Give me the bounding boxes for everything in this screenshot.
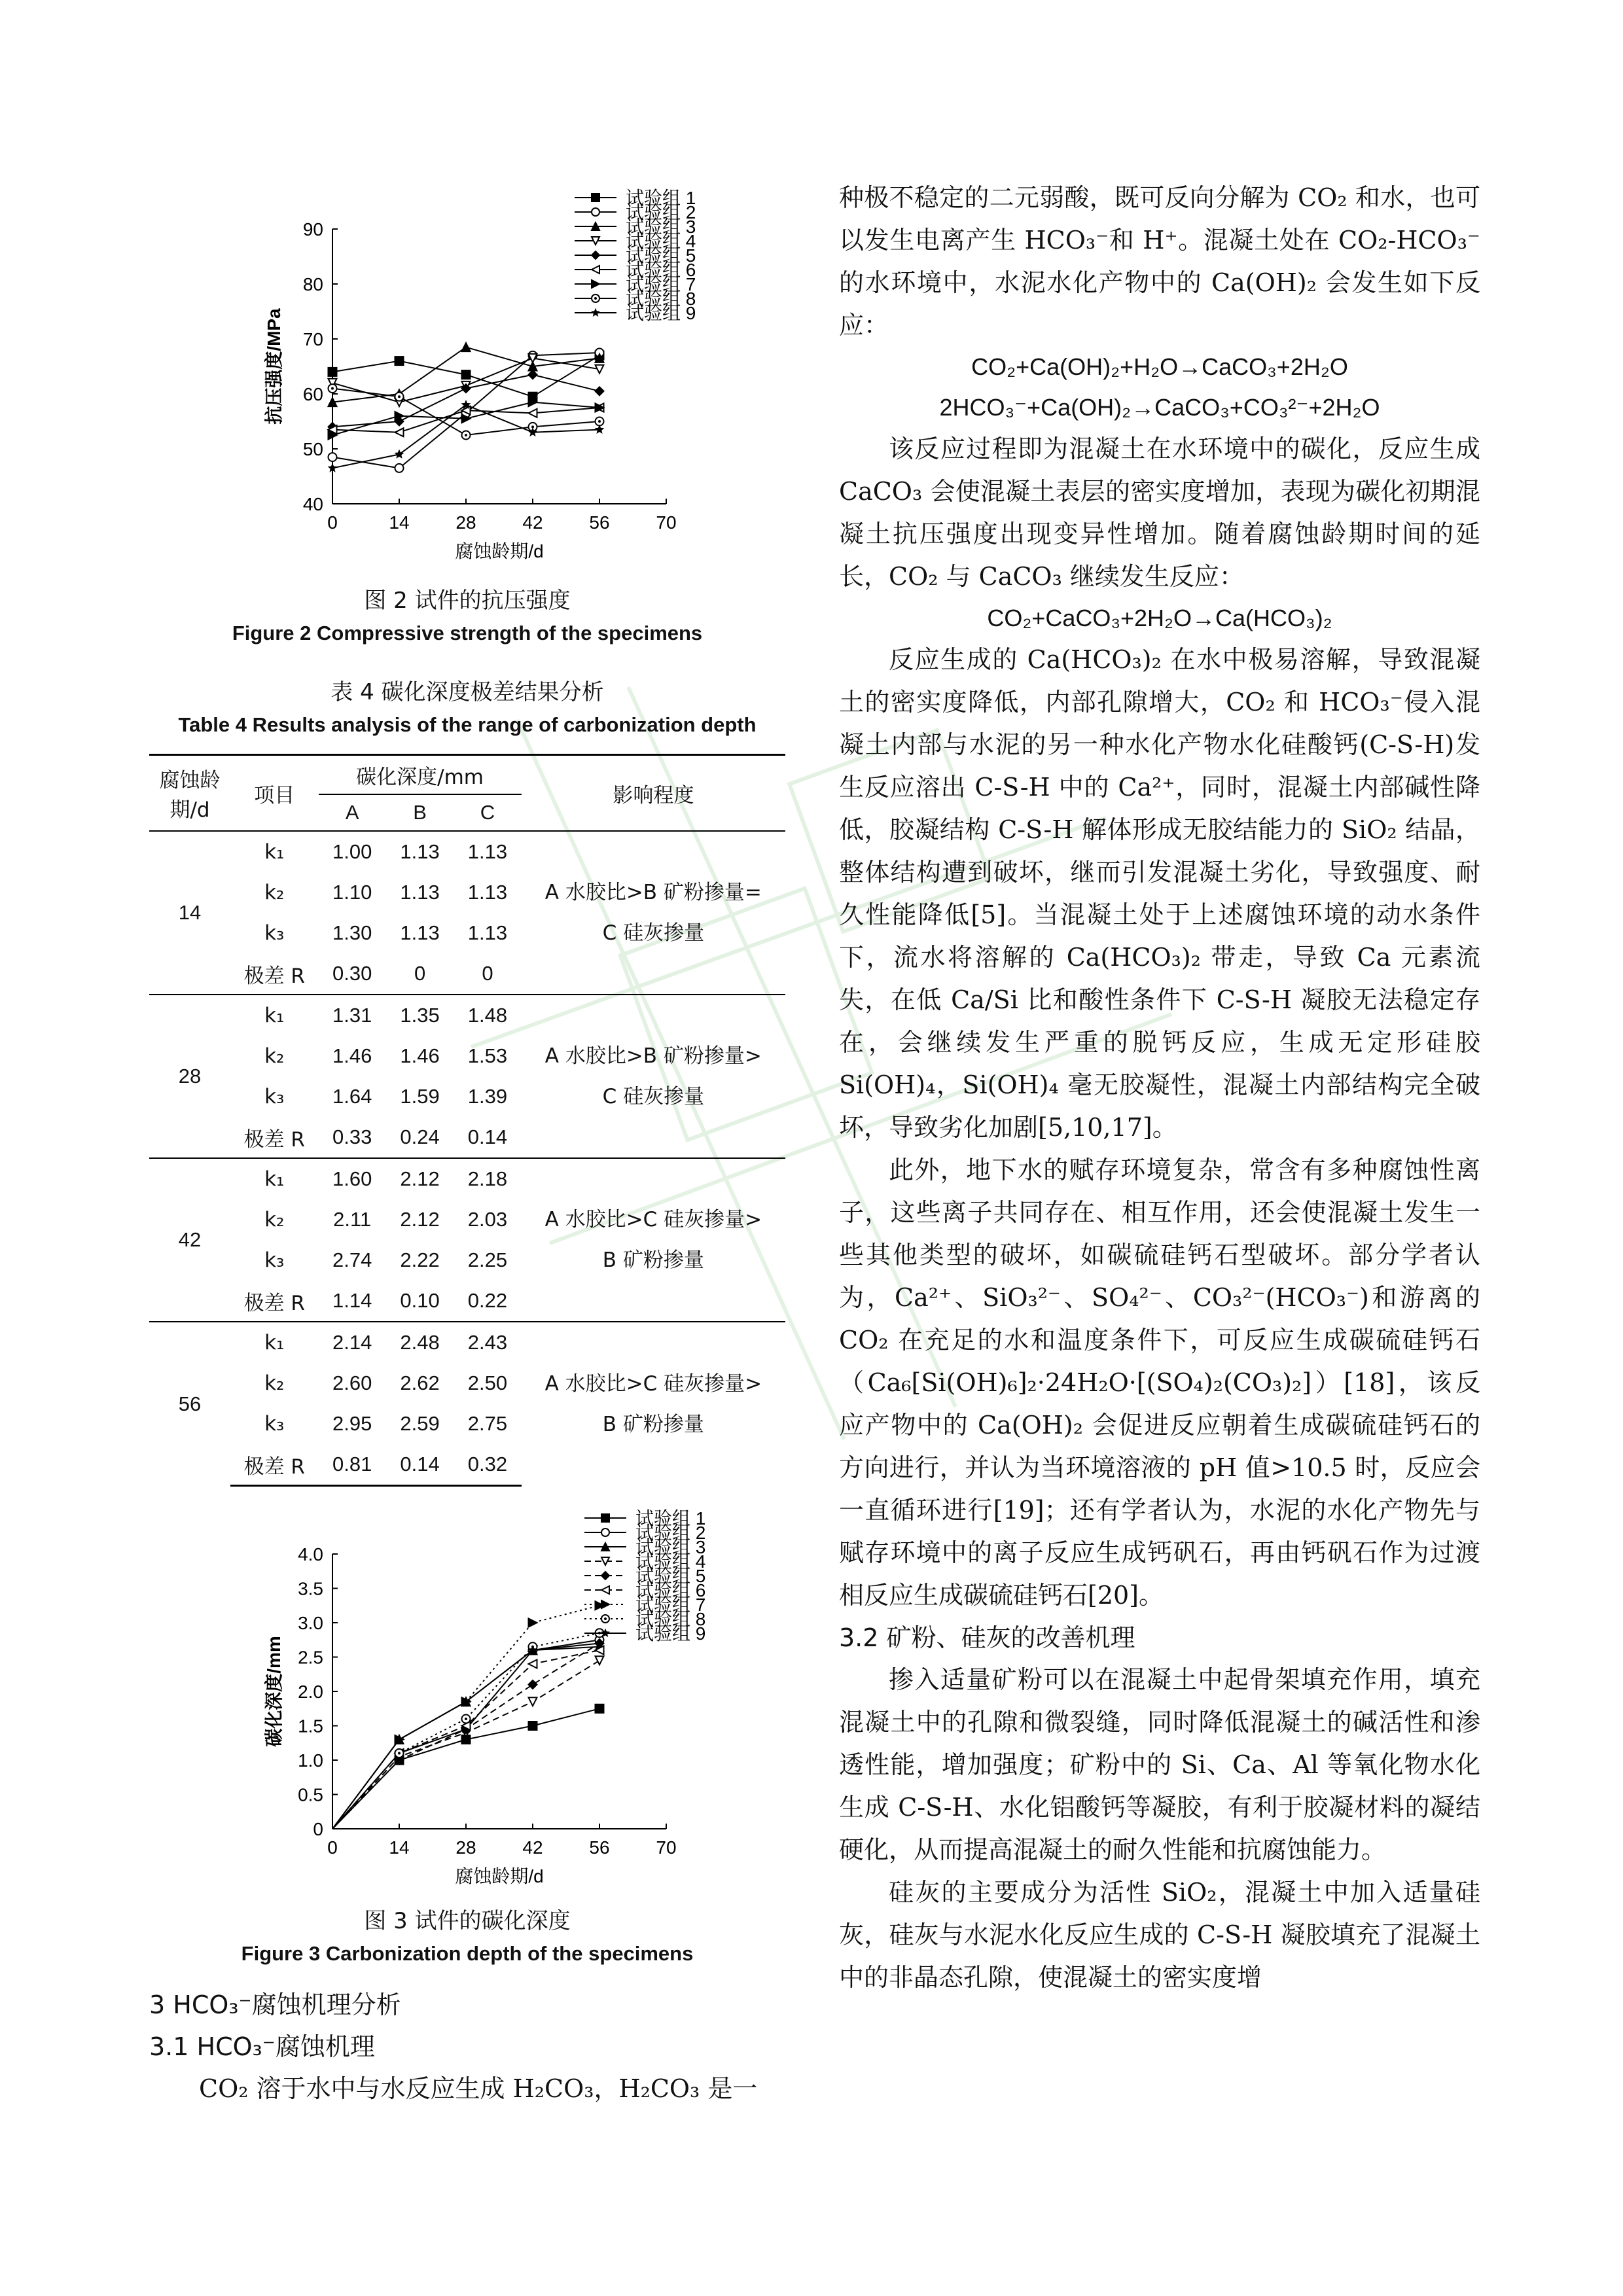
legend-label: 试验组 3 xyxy=(635,1537,706,1557)
data-point-dot xyxy=(465,1718,467,1720)
legend-marker xyxy=(592,194,599,202)
cell-c: 2.43 xyxy=(454,1322,521,1363)
cell-a: 1.60 xyxy=(319,1158,386,1199)
y-tick-label: 0.5 xyxy=(298,1784,323,1805)
cell-age: 14 xyxy=(178,901,202,924)
y-tick-label: 3.0 xyxy=(298,1613,323,1633)
cell-b: 0.10 xyxy=(400,1289,440,1312)
cell-a: 1.30 xyxy=(332,921,372,944)
equation-3: CO₂+CaCO₃+2H₂O→Ca(HCO₃)₂ xyxy=(987,605,1332,631)
col-depth: 碳化深度/mm xyxy=(319,755,522,795)
data-point xyxy=(529,1619,537,1627)
y-tick-label: 80 xyxy=(302,274,323,294)
legend-label: 试验组 7 xyxy=(635,1595,706,1615)
data-point xyxy=(596,1704,604,1713)
cell-influence xyxy=(522,1322,785,1486)
data-point-dot xyxy=(465,434,467,436)
cell-a: 0.33 xyxy=(332,1125,372,1148)
paragraph-1: 种极不稳定的二元弱酸，既可反向分解为 CO₂ 和水，也可以发生电离产生 HCO₃⁻和 H⁺。混凝土处在 CO₂-HCO₃⁻的水环境中，水泥水化产物中的 Ca(OH)₂ 会发生如下反应： xyxy=(839,183,1480,340)
legend-marker xyxy=(601,1514,609,1522)
data-point xyxy=(596,387,604,395)
table-row xyxy=(149,831,785,872)
legend-label: 试验组 6 xyxy=(635,1580,706,1600)
cell-c: 0 xyxy=(482,962,493,985)
legend-marker-dot xyxy=(604,1617,607,1620)
data-point xyxy=(596,1656,604,1665)
cell-item: k₂ xyxy=(264,1044,285,1068)
data-point xyxy=(462,384,471,393)
cell-b: 2.59 xyxy=(400,1412,440,1435)
cell-b: 0 xyxy=(414,962,426,985)
data-point xyxy=(462,343,471,351)
cell-item: k₃ xyxy=(264,921,285,945)
cell-item: 极差 R xyxy=(243,964,305,988)
cell-b: 0.14 xyxy=(386,1444,454,1486)
legend-label: 试验组 8 xyxy=(626,289,696,309)
cell-item: k₁ xyxy=(230,995,318,1036)
cell-c: 1.39 xyxy=(467,1085,508,1108)
cell-a: 2.74 xyxy=(332,1248,372,1271)
cell-a: 0.30 xyxy=(332,962,372,985)
y-tick-label: 60 xyxy=(302,384,323,404)
data-point xyxy=(462,370,471,379)
cell-c: 0.22 xyxy=(467,1289,508,1312)
legend-label: 试验组 8 xyxy=(635,1609,706,1629)
influence-line-1: A 水胶比>B 矿粉掺量> xyxy=(544,1044,762,1068)
figure-3-caption-cn: 图 3 试件的碳化深度 xyxy=(364,1908,571,1934)
y-tick-label: 40 xyxy=(302,494,323,514)
data-point xyxy=(529,1660,537,1669)
x-tick-label: 0 xyxy=(327,512,338,533)
cell-a: 2.14 xyxy=(319,1322,386,1363)
cell-a: 2.95 xyxy=(332,1412,372,1435)
figure-2-chart xyxy=(228,177,804,586)
legend xyxy=(584,1508,705,1644)
series-4 xyxy=(329,354,604,406)
y-tick-label: 50 xyxy=(302,439,323,459)
cell-b: 1.13 xyxy=(400,840,440,863)
table-row xyxy=(149,995,785,1036)
cell-c: 1.13 xyxy=(467,921,508,944)
table-4-title-en: Table 4 Results analysis of the range of carbonization depth xyxy=(178,713,757,736)
cell-c: 1.13 xyxy=(467,840,508,863)
legend-label: 试验组 7 xyxy=(626,274,696,294)
series-line xyxy=(332,1661,599,1829)
legend-label: 试验组 2 xyxy=(635,1523,706,1543)
legend-label: 试验组 1 xyxy=(635,1508,706,1528)
x-tick-label: 0 xyxy=(327,1837,338,1858)
figure-3-caption-en: Figure 3 Carbonization depth of the specimens xyxy=(241,1942,694,1965)
cell-b: 1.59 xyxy=(400,1085,440,1108)
cell-a: 1.31 xyxy=(319,995,386,1036)
cell-item: k₁ xyxy=(230,1158,318,1199)
table-row xyxy=(149,1322,785,1363)
legend-marker xyxy=(601,1572,609,1580)
data-point xyxy=(529,1697,537,1706)
legend-marker xyxy=(601,1586,609,1594)
cell-a: 1.14 xyxy=(332,1289,372,1312)
cell-item: 极差 R xyxy=(243,1291,305,1315)
legend-label: 试验组 4 xyxy=(626,231,696,251)
cell-age: 56 xyxy=(149,1322,230,1486)
col-a: A xyxy=(345,801,359,824)
paragraph-4: 此外，地下水的赋存环境复杂，常含有多种腐蚀性离子，这些离子共同存在、相互作用，还会使混凝土发生一些其他类型的破坏，如碳硫硅钙石型破坏。部分学者认为，Ca²⁺、SiO₃²⁻、SO₄²⁻、CO₃²⁻(HCO₃⁻)和游离的 CO₂ 在充足的水和温度条件下，可反应生成碳硫硅钙石（Ca₆[Si(OH)₆]₂·24H₂O·[(SO₄)₂(CO₃)₂]）[18]，该反应产物中的 Ca(OH)₂ 会促进反应朝着生成碳硫硅钙石的方向进行，并认为当环境溶液的 pH 值>10.5 时，反应会一直循环进行[19]；还有学者认为，水泥的水化产物先与赋存环境中的离子反应生成钙矾石，再由钙矾石作为过渡相反应生成碳硫硅钙石[20]。 xyxy=(839,1156,1480,1610)
cell-item: 极差 R xyxy=(243,1127,305,1152)
influence-line-2: C 硅灰掺量 xyxy=(602,921,705,945)
legend-label: 试验组 9 xyxy=(626,303,696,323)
col-c: C xyxy=(480,801,495,824)
cell-item: k₂ xyxy=(264,1208,285,1231)
cell-a: 0.81 xyxy=(319,1444,386,1486)
right-column xyxy=(839,177,1480,1999)
x-tick-label: 14 xyxy=(389,1837,410,1858)
influence-line-2: B 矿粉掺量 xyxy=(602,1248,704,1272)
y-tick-label: 3.5 xyxy=(298,1578,323,1599)
cell-item: k₂ xyxy=(264,881,285,904)
data-point xyxy=(329,368,337,376)
cell-c: 1.13 xyxy=(467,881,508,904)
equation-1: CO₂+Ca(OH)₂+H₂O→CaCO₃+2H₂O xyxy=(971,353,1348,380)
data-point xyxy=(329,453,337,461)
y-tick-label: 2.0 xyxy=(298,1682,323,1702)
legend-label: 试验组 5 xyxy=(635,1566,706,1586)
paragraph-6: 硅灰的主要成分为活性 SiO₂，混凝土中加入适量硅灰，硅灰与水泥水化反应生成的 C-S-H 凝胶填充了混凝土中的非晶态孔隙，使混凝土的密实度增 xyxy=(839,1878,1480,1992)
data-point xyxy=(529,409,537,417)
cell-item: k₁ xyxy=(264,840,285,864)
equation-2: 2HCO₃⁻+Ca(OH)₂→CaCO₃+CO₃²⁻+2H₂O xyxy=(939,394,1380,421)
cell-item: k₃ xyxy=(264,1248,285,1272)
legend-marker xyxy=(601,1528,609,1536)
x-tick-label: 56 xyxy=(589,512,610,533)
data-point xyxy=(395,450,403,458)
cell-age: 28 xyxy=(149,995,230,1158)
y-tick-label: 0 xyxy=(313,1819,323,1839)
y-tick-label: 70 xyxy=(302,329,323,349)
x-tick-label: 28 xyxy=(455,1837,476,1858)
legend-label: 试验组 2 xyxy=(626,202,696,222)
data-point-dot xyxy=(598,420,601,423)
data-point-dot xyxy=(398,395,401,398)
legend-label: 试验组 1 xyxy=(626,188,696,208)
x-tick-label: 42 xyxy=(522,512,543,533)
cell-c: 2.75 xyxy=(467,1412,508,1435)
y-tick-label: 1.0 xyxy=(298,1750,323,1771)
y-tick-label: 2.5 xyxy=(298,1647,323,1668)
col-age: 腐蚀龄期/d xyxy=(159,769,221,822)
cell-c: 0.14 xyxy=(467,1125,508,1148)
data-point xyxy=(529,1680,537,1689)
paragraph-5: 掺入适量矿粉可以在混凝土中起骨架填充作用，填充混凝土中的孔隙和微裂缝，同时降低混凝土的碱活性和渗透性能，增加强度；矿粉中的 Si、Ca、Al 等氧化物水化生成 C-S-H、水化铝酸钙等凝胶，有利于胶凝材料的凝结硬化，从而提高混凝土的耐久性能和抗腐蚀能力。 xyxy=(839,1665,1480,1864)
cell-b: 2.62 xyxy=(400,1371,440,1394)
cell-item: k₁ xyxy=(230,1322,318,1363)
paragraph-2: 该反应过程即为混凝土在水环境中的碳化，反应生成 CaCO₃ 会使混凝土表层的密实度增加，表现为碳化初期混凝土抗压强度出现变异性增加。随着腐蚀龄期时间的延长，CO₂ 与 CaCO₃ 继续发生反应： xyxy=(839,434,1480,591)
y-tick-label: 1.5 xyxy=(298,1716,323,1737)
legend-marker xyxy=(592,208,599,216)
cell-item: k₃ xyxy=(264,1085,285,1108)
cell-c: 1.53 xyxy=(467,1044,508,1067)
section-3-heading: 3 HCO₃⁻腐蚀机理分析 xyxy=(149,1990,401,2019)
cell-b: 1.46 xyxy=(400,1044,440,1067)
legend-label: 试验组 9 xyxy=(635,1623,706,1644)
cell-a: 1.10 xyxy=(332,881,372,904)
legend-label: 试验组 5 xyxy=(626,245,696,266)
y-tick-label: 90 xyxy=(302,219,323,239)
col-item: 项目 xyxy=(254,783,295,807)
data-point xyxy=(395,357,404,365)
legend-marker xyxy=(592,251,599,259)
cell-age: 42 xyxy=(149,1158,230,1322)
legend-marker xyxy=(601,1600,609,1608)
left-column xyxy=(149,0,785,2296)
legend-marker xyxy=(592,280,599,288)
cell-a: 2.60 xyxy=(332,1371,372,1394)
x-tick-label: 14 xyxy=(389,512,410,533)
cell-b: 2.12 xyxy=(400,1208,440,1231)
figure-2-caption-cn: 图 2 试件的抗压强度 xyxy=(364,588,571,614)
data-point xyxy=(395,464,404,472)
cell-item: 极差 R xyxy=(230,1444,318,1486)
cell-a: 1.46 xyxy=(332,1044,372,1067)
cell-a: 1.00 xyxy=(332,840,372,863)
influence-line-1: A 水胶比>C 硅灰掺量> xyxy=(544,1208,762,1231)
y-tick-label: 4.0 xyxy=(298,1544,323,1564)
legend-marker xyxy=(592,266,599,274)
data-point-dot xyxy=(398,1752,401,1755)
cell-c: 1.48 xyxy=(454,995,521,1036)
table-4-title-cn: 表 4 碳化深度极差结果分析 xyxy=(330,679,604,705)
legend-label: 试验组 4 xyxy=(635,1551,706,1572)
cell-c: 2.50 xyxy=(467,1371,508,1394)
cell-b: 0.24 xyxy=(400,1125,440,1148)
x-tick-label: 42 xyxy=(522,1837,543,1858)
cell-influence xyxy=(522,1158,785,1322)
y-axis-label: 抗压强度/MPa xyxy=(264,308,284,425)
data-point xyxy=(596,425,603,433)
table-row xyxy=(149,1158,785,1199)
paragraph-start: CO₂ 溶于水中与水反应生成 H₂CO₃，H₂CO₃ 是一 xyxy=(199,2074,758,2103)
cell-b: 2.12 xyxy=(386,1158,454,1199)
legend-marker xyxy=(592,309,599,316)
influence-line-1: A 水胶比>C 硅灰掺量> xyxy=(544,1371,762,1396)
data-point xyxy=(395,428,404,436)
col-b: B xyxy=(413,801,427,824)
cell-item: k₂ xyxy=(264,1371,285,1395)
cell-c: 2.18 xyxy=(454,1158,521,1199)
cell-b: 1.13 xyxy=(400,881,440,904)
x-axis-label: 腐蚀龄期/d xyxy=(455,1866,544,1886)
legend-marker-dot xyxy=(594,297,597,300)
cell-a: 1.64 xyxy=(332,1085,372,1108)
influence-line-2: C 硅灰掺量 xyxy=(602,1085,705,1108)
x-tick-label: 70 xyxy=(656,512,677,533)
col-influence: 影响程度 xyxy=(613,783,694,807)
section-3-2-heading: 3.2 矿粉、硅灰的改善机理 xyxy=(839,1623,1135,1652)
cell-b: 2.22 xyxy=(400,1248,440,1271)
x-tick-label: 70 xyxy=(656,1837,677,1858)
cell-c: 2.25 xyxy=(467,1248,508,1271)
cell-c: 0.32 xyxy=(454,1444,521,1486)
cell-b: 1.35 xyxy=(386,995,454,1036)
x-axis-label: 腐蚀龄期/d xyxy=(455,541,544,561)
figure-3-chart xyxy=(228,1492,804,1907)
x-tick-label: 28 xyxy=(455,512,476,533)
y-axis-label: 碳化深度/mm xyxy=(264,1636,284,1747)
cell-a: 2.11 xyxy=(333,1208,372,1231)
legend-label: 试验组 6 xyxy=(626,260,696,280)
x-tick-label: 56 xyxy=(589,1837,610,1858)
legend xyxy=(575,188,696,323)
cell-c: 2.03 xyxy=(467,1208,508,1231)
section-3-1-heading: 3.1 HCO₃⁻腐蚀机理 xyxy=(149,2032,375,2061)
paragraph-3: 反应生成的 Ca(HCO₃)₂ 在水中极易溶解，导致混凝土的密实度降低，内部孔隙增大，CO₂ 和 HCO₃⁻侵入混凝土内部与水泥的另一种水化产物水化硅酸钙(C-S-H)发生反应溶出 C-S-H 中的 Ca²⁺，同时，混凝土内部碱性降低，胶凝结构 C-S-H 解体形成无胶结能力的 SiO₂ 结晶，整体结构遭到破坏，继而引发混凝土劣化，导致强度、耐久性能降低[5]。当混凝土处于上述腐蚀环境的动水条件下，流水将溶解的 Ca(HCO₃)₂ 带走，导致 Ca 元素流失，在低 Ca/Si 比和酸性条件下 C-S-H 凝胶无法稳定存在，会继续发生严重的脱钙反应，生成无定形硅胶 Si(OH)₄，Si(OH)₄ 毫无胶凝性，混凝土内部结构完全破坏，导致劣化加剧[5,10,17]。 xyxy=(839,645,1480,1142)
cell-influence xyxy=(522,831,785,995)
influence-line-2: B 矿粉掺量 xyxy=(602,1412,704,1436)
cell-b: 1.13 xyxy=(400,921,440,944)
cell-item: k₃ xyxy=(264,1412,285,1436)
data-point xyxy=(529,370,537,379)
cell-b: 2.48 xyxy=(386,1322,454,1363)
table-4 xyxy=(149,754,785,1487)
legend-label: 试验组 3 xyxy=(626,217,696,237)
data-point-dot xyxy=(331,387,334,390)
influence-line-1: A 水胶比>B 矿粉掺量= xyxy=(544,881,762,904)
cell-influence xyxy=(522,995,785,1158)
figure-2-caption-en: Figure 2 Compressive strength of the specimens xyxy=(232,622,703,645)
data-point xyxy=(529,1722,537,1730)
